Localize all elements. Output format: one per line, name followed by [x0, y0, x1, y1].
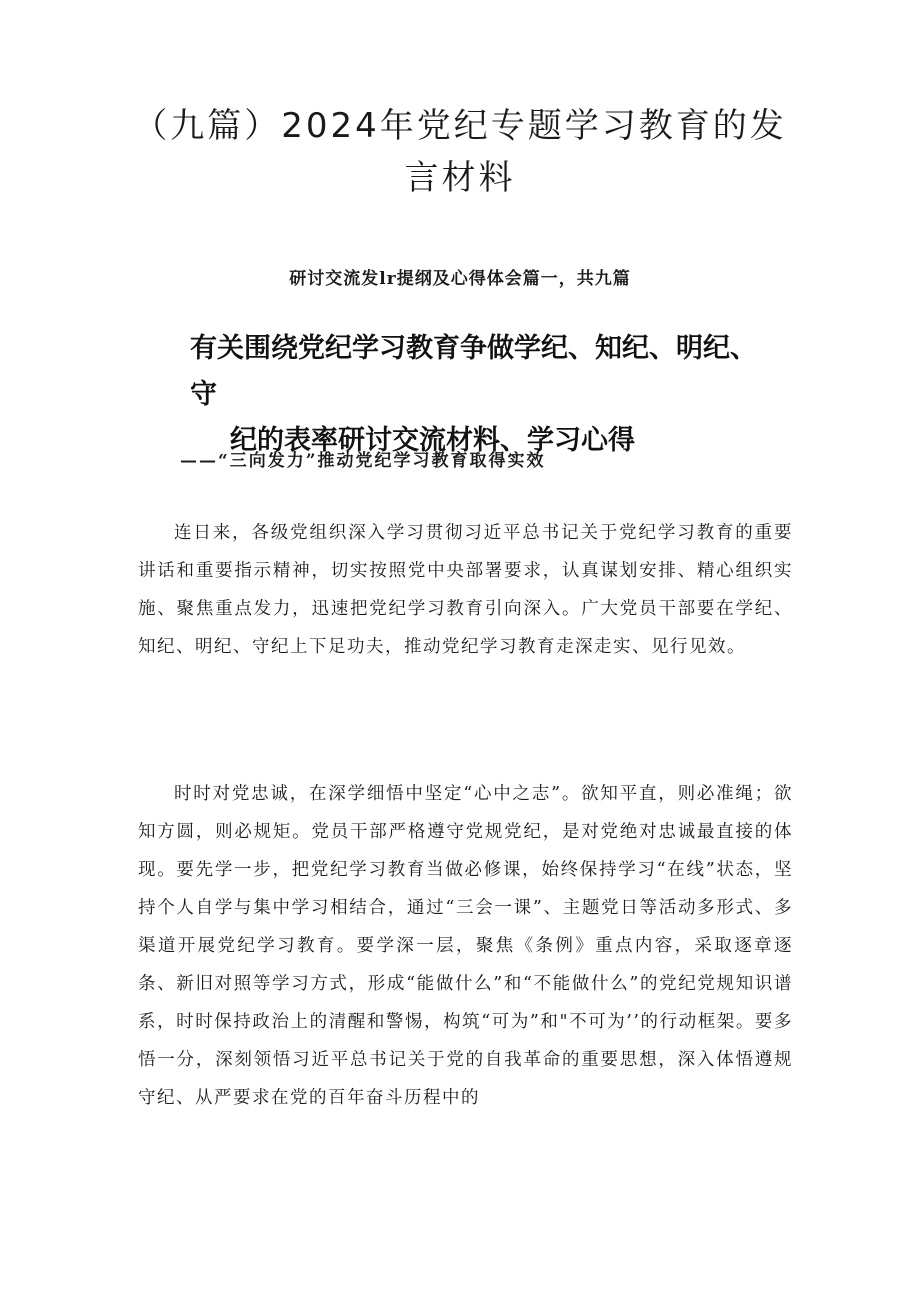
article-subtitle: ——“三向发力”推动党纪学习教育取得实效 — [180, 451, 546, 471]
article-title-line-2: 纪的表率研讨交流材料、学习心得 — [230, 425, 635, 456]
body-paragraph-1: 连日来，各级党组织深入学习贯彻习近平总书记关于党纪学习教育的重要讲话和重要指示精神，切实按照党中央部署要求，认真谋划安排、精心组织实施、聚焦重点发力，迅速把党纪学习教育引向深入。广大党员干部要在学纪、知纪、明纪、守纪上下足功夫，推动党纪学习教育走深走实、见行见效。 — [138, 523, 793, 657]
body-paragraph-2: 时时对党忠诚，在深学细悟中坚定“心中之志”。欲知平直，则必准绳；欲知方圆，则必规矩。党员干部严格遵守党规党纪，是对党绝对忠诚最直接的体现。要先学一步，把党纪学习教育当做必修课，始终保持学习“在线”状态，坚持个人自学与集中学习相结合，通过“三会一课”、主题党日等活动多形式、多渠道开展党纪学习教育。要学深一层，聚焦《条例》重点内容，采取逐章逐条、新旧对照等学习方式，形成“能做什么”和“不能做什么”的党纪党规知识谱系，时时保持政治上的清醒和警惕，构筑“可为”和"不可为’’的行动框架。要多悟一分，深刻领悟习近平总书记关于党的自我革命的重要思想，深入体悟遵规守纪、从严要求在党的百年奋斗历程中的 — [138, 784, 793, 1108]
main-title: （九篇）2024年党纪专题学习教育的发言材料 — [133, 106, 787, 198]
sub-heading: 研讨交流发lr提纲及心得体会篇一，共九篇 — [289, 269, 631, 289]
article-title-line-1: 有关围绕党纪学习教育争做学纪、知纪、明纪、守 — [190, 333, 757, 410]
article-title — [170, 326, 780, 464]
